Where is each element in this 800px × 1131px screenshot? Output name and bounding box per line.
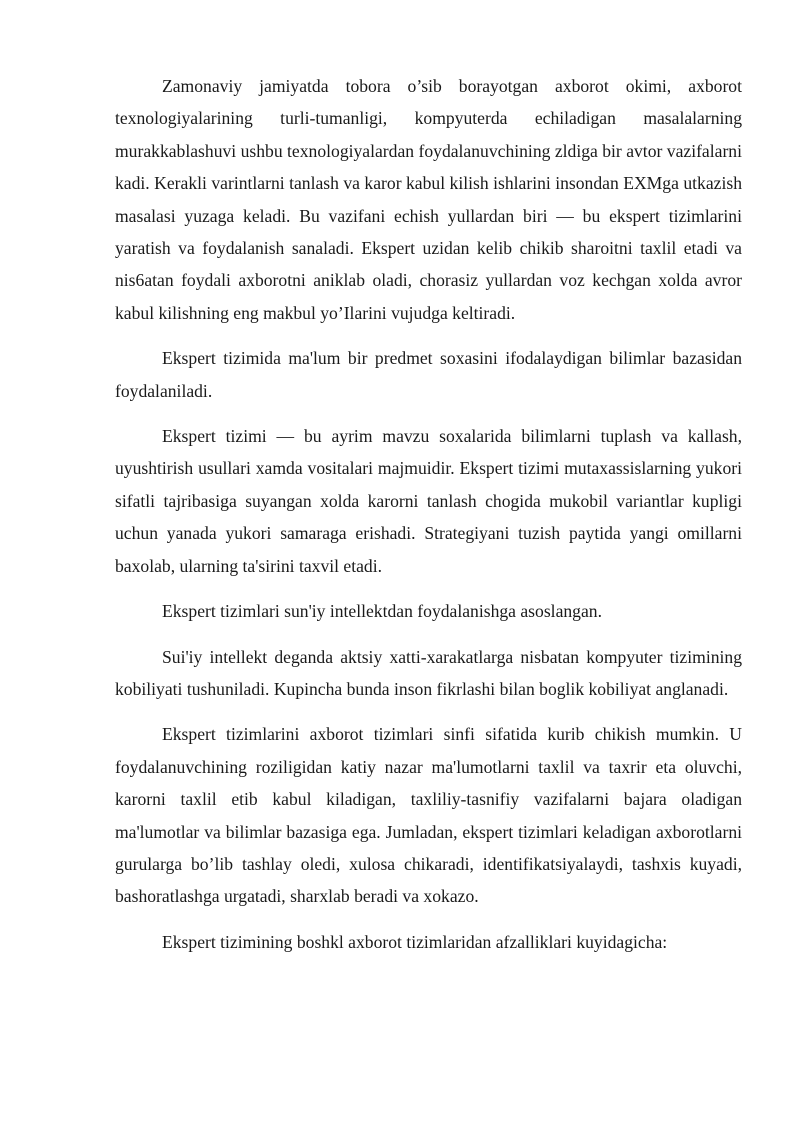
paragraph-intro: Zamonaviy jamiyatda tobora o’sib borayotgan axborot okimi, axborot texnologiyalarining turli-tumanligi, kompyuterda echiladigan masalalarning murakkablashuvi ushbu texnologiyalardan foydalanuvchining zldiga bir avtor vazifalarni kadi. Kerakli varintlarni tanlash va karor kabul kilish ishlarini insondan EXMga utkazish masalasi yuzaga keladi. Bu vazifani echish yullardan biri — bu ekspert tizimlarini yaratish va foydalanish sanaladi. Ekspert uzidan kelib chikib sharoitni taxlil etadi va nis6atan foydali axborotni aniklab oladi, chorasiz yullardan voz kechgan xolda avror kabul kilishning eng makbul yo’Ilarini vujudga keltiradi.: [115, 76, 742, 323]
paragraph-ai-basis: Ekspert tizimlari sun'iy intellektdan foydalanishga asoslangan.: [162, 601, 602, 622]
paragraph-ai-definition: Sui'iy intellekt deganda aktsiy xatti-xarakatlarga nisbatan kompyuter tizimining kobiliyati tushuniladi. Kupincha bunda inson fikrlashi bilan boglik kobiliyat anglanadi.: [115, 646, 742, 699]
paragraph-advantages-intro: Ekspert tizimining boshkl axborot tizimlaridan afzalliklari kuyidagicha:: [162, 931, 668, 952]
paragraph-expert-system-class: Ekspert tizimlarini axborot tizimlari sinfi sifatida kurib chikish mumkin. U foydalanuvchining roziligidan katiy nazar ma'lumotlarni taxlil va taxrir eta oluvchi, karorni taxlil etib kabul kiladigan, taxliliy-tasnifiy vazifalarni bajara oladigan ma'lumotlar va bilimlar bazasiga ega. Jumladan, ekspert tizimlari keladigan axborotlarni gurularga bo’lib tashlay oledi, xulosa chikaradi, identifikatsiyalaydi, tashxis kuyadi, bashoratlashga urgatadi, sharxlab beradi va xokazo.: [115, 724, 742, 907]
paragraph-knowledge-base: Ekspert tizimida ma'lum bir predmet soxasini ifodalaydigan bilimlar bazasidan foydalaniladi.: [115, 348, 742, 401]
paragraph-expert-system-definition: Ekspert tizimi — bu ayrim mavzu soxalarida bilimlarni tuplash va kallash, uyushtirish usullari xamda vositalari majmuidir. Ekspert tizimi mutaxassislarning yukori sifatli tajribasiga suyangan xolda karorni tanlash chogida mukobil variantlar kupligi uchun yanada yukori samaraga erishadi. Strategiyani tuzish paytida yangi omillarni baxolab, ularning ta'sirini taxvil etadi.: [115, 426, 742, 576]
document-body: [115, 70, 742, 971]
